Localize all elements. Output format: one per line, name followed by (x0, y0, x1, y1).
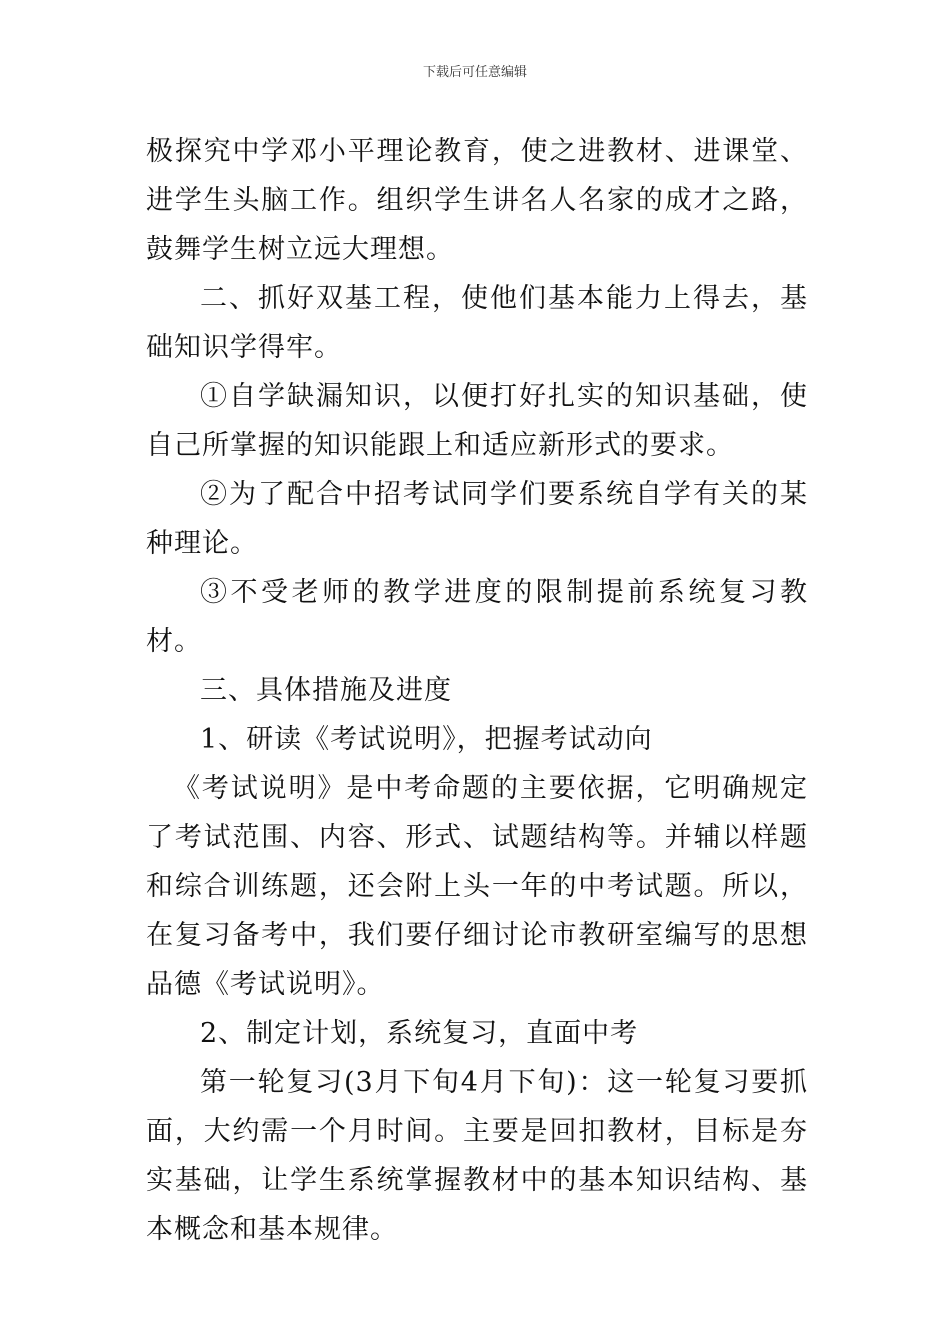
exam-guide-paragraph: 《考试说明》是中考命题的主要依据，它明确规定了考试范围、内容、形式、试题结构等。并辅以样题和综合训练题，还会附上头一年的中考试题。所以，在复习备考中，我们要仔细讨论市教研室编写的思想品德《考试说明》。 (146, 773, 808, 1000)
list-item-3: ③不受老师的教学进度的限制提前系统复习教材。 (146, 577, 808, 657)
paragraph-continuation: 极探究中学邓小平理论教育，使之进教材、进课堂、进学生头脑工作。组织学生讲名人名家的成才之路，鼓舞学生树立远大理想。 (146, 136, 808, 265)
subheading-2: 2、制定计划，系统复习，直面中考 (200, 1018, 639, 1049)
document-body (146, 127, 808, 1254)
list-item-1: ①自学缺漏知识，以便打好扎实的知识基础，使自己所掌握的知识能跟上和适应新形式的要求。 (146, 381, 808, 461)
section-heading-three: 三、具体措施及进度 (200, 675, 452, 706)
subheading-1: 1、研读《考试说明》，把握考试动向 (200, 724, 653, 755)
page-header: 下载后可任意编辑 (422, 65, 527, 80)
section-heading-two: 二、抓好双基工程，使他们基本能力上得去，基础知识学得牢。 (146, 283, 808, 363)
first-round-review-paragraph: 第一轮复习(3月下旬4月下旬)：这一轮复习要抓面，大约需一个月时间。主要是回扣教材，目标是夯实基础，让学生系统掌握教材中的基本知识结构、基本概念和基本规律。 (146, 1067, 808, 1245)
list-item-2: ②为了配合中招考试同学们要系统自学有关的某种理论。 (146, 479, 808, 559)
